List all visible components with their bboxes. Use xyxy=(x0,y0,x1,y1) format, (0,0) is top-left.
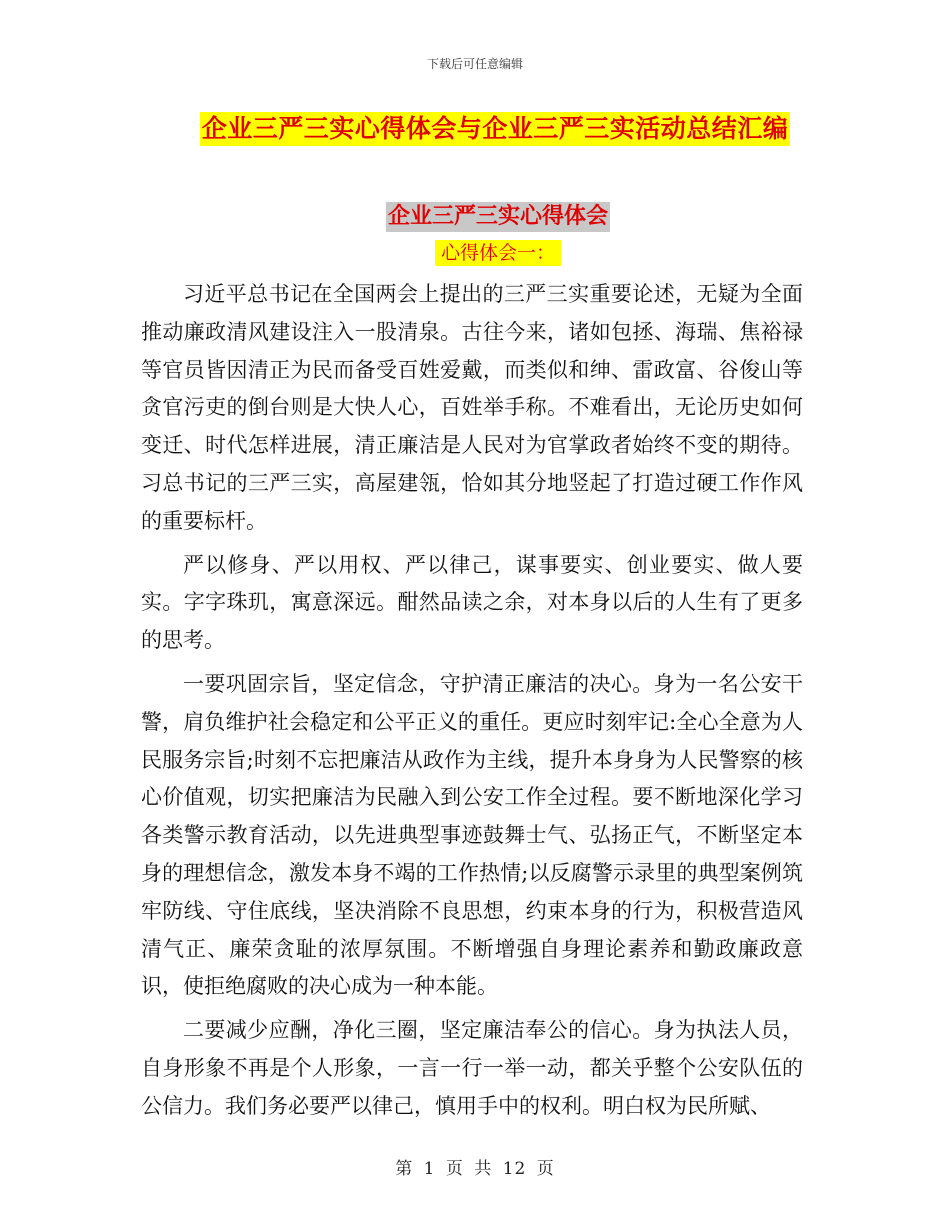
main-title: 企业三严三实心得体会与企业三严三实活动总结汇编 xyxy=(200,112,791,146)
paragraph-4: 二要减少应酬，净化三圈，坚定廉洁奉公的信心。身为执法人员，自身形象不再是个人形象，一言一行一举一动，都关乎整个公安队伍的公信力。我们务必要严以律己，慎用手中的权利。明白权为民所赋、 xyxy=(141,1018,803,1118)
page-footer: 第 1 页 共 12 页 xyxy=(395,1159,555,1179)
paragraph-1: 习近平总书记在全国两会上提出的三严三实重要论述，无疑为全面推动廉政清风建设注入一股清泉。古往今来，诸如包拯、海瑞、焦裕禄等官员皆因清正为民而备受百姓爱戴，而类似和绅、雷政富、谷俊山等贪官污吏的倒台则是大快人心，百姓举手称。不难看出，无论历史如何变迁、时代怎样进展，清正廉洁是人民对为官掌政者始终不变的期待。习总书记的三严三实，高屋建瓴，恰如其分地竖起了打造过硬工作作风的重要标杆。 xyxy=(141,282,803,533)
paragraph-3: 一要巩固宗旨，坚定信念，守护清正廉洁的决心。身为一名公安干警，肩负维护社会稳定和公平正义的重任。更应时刻牢记:全心全意为人民服务宗旨;时刻不忘把廉洁从政作为主线，提升本身身为人民警察的核心价值观，切实把廉洁为民融入到公安工作全过程。要不断地深化学习各类警示教育活动，以先进典型事迹鼓舞士气、弘扬正气，不断坚定本身的理想信念，激发本身不竭的工作热情;以反腐警示录里的典型案例筑牢防线、守住底线，坚决消除不良思想，约束本身的行为，积极营造风清气正、廉荣贪耻的浓厚氛围。不断增强自身理论素养和勤政廉政意识，使拒绝腐败的决心成为一种本能。 xyxy=(141,671,803,999)
paragraph-2: 严以修身、严以用权、严以律己，谋事要实、创业要实、做人要实。字字珠玑，寓意深远。酣然品读之余，对本身以后的人生有了更多的思考。 xyxy=(141,552,803,653)
sub-title-container xyxy=(0,240,950,266)
section-title-container xyxy=(0,202,950,232)
header-note: 下载后可任意编辑 xyxy=(426,57,523,71)
document-body xyxy=(141,276,803,1132)
section-title: 企业三严三实心得体会 xyxy=(386,202,610,232)
sub-title: 心得体会一： xyxy=(435,240,561,266)
main-title-container xyxy=(0,112,950,146)
